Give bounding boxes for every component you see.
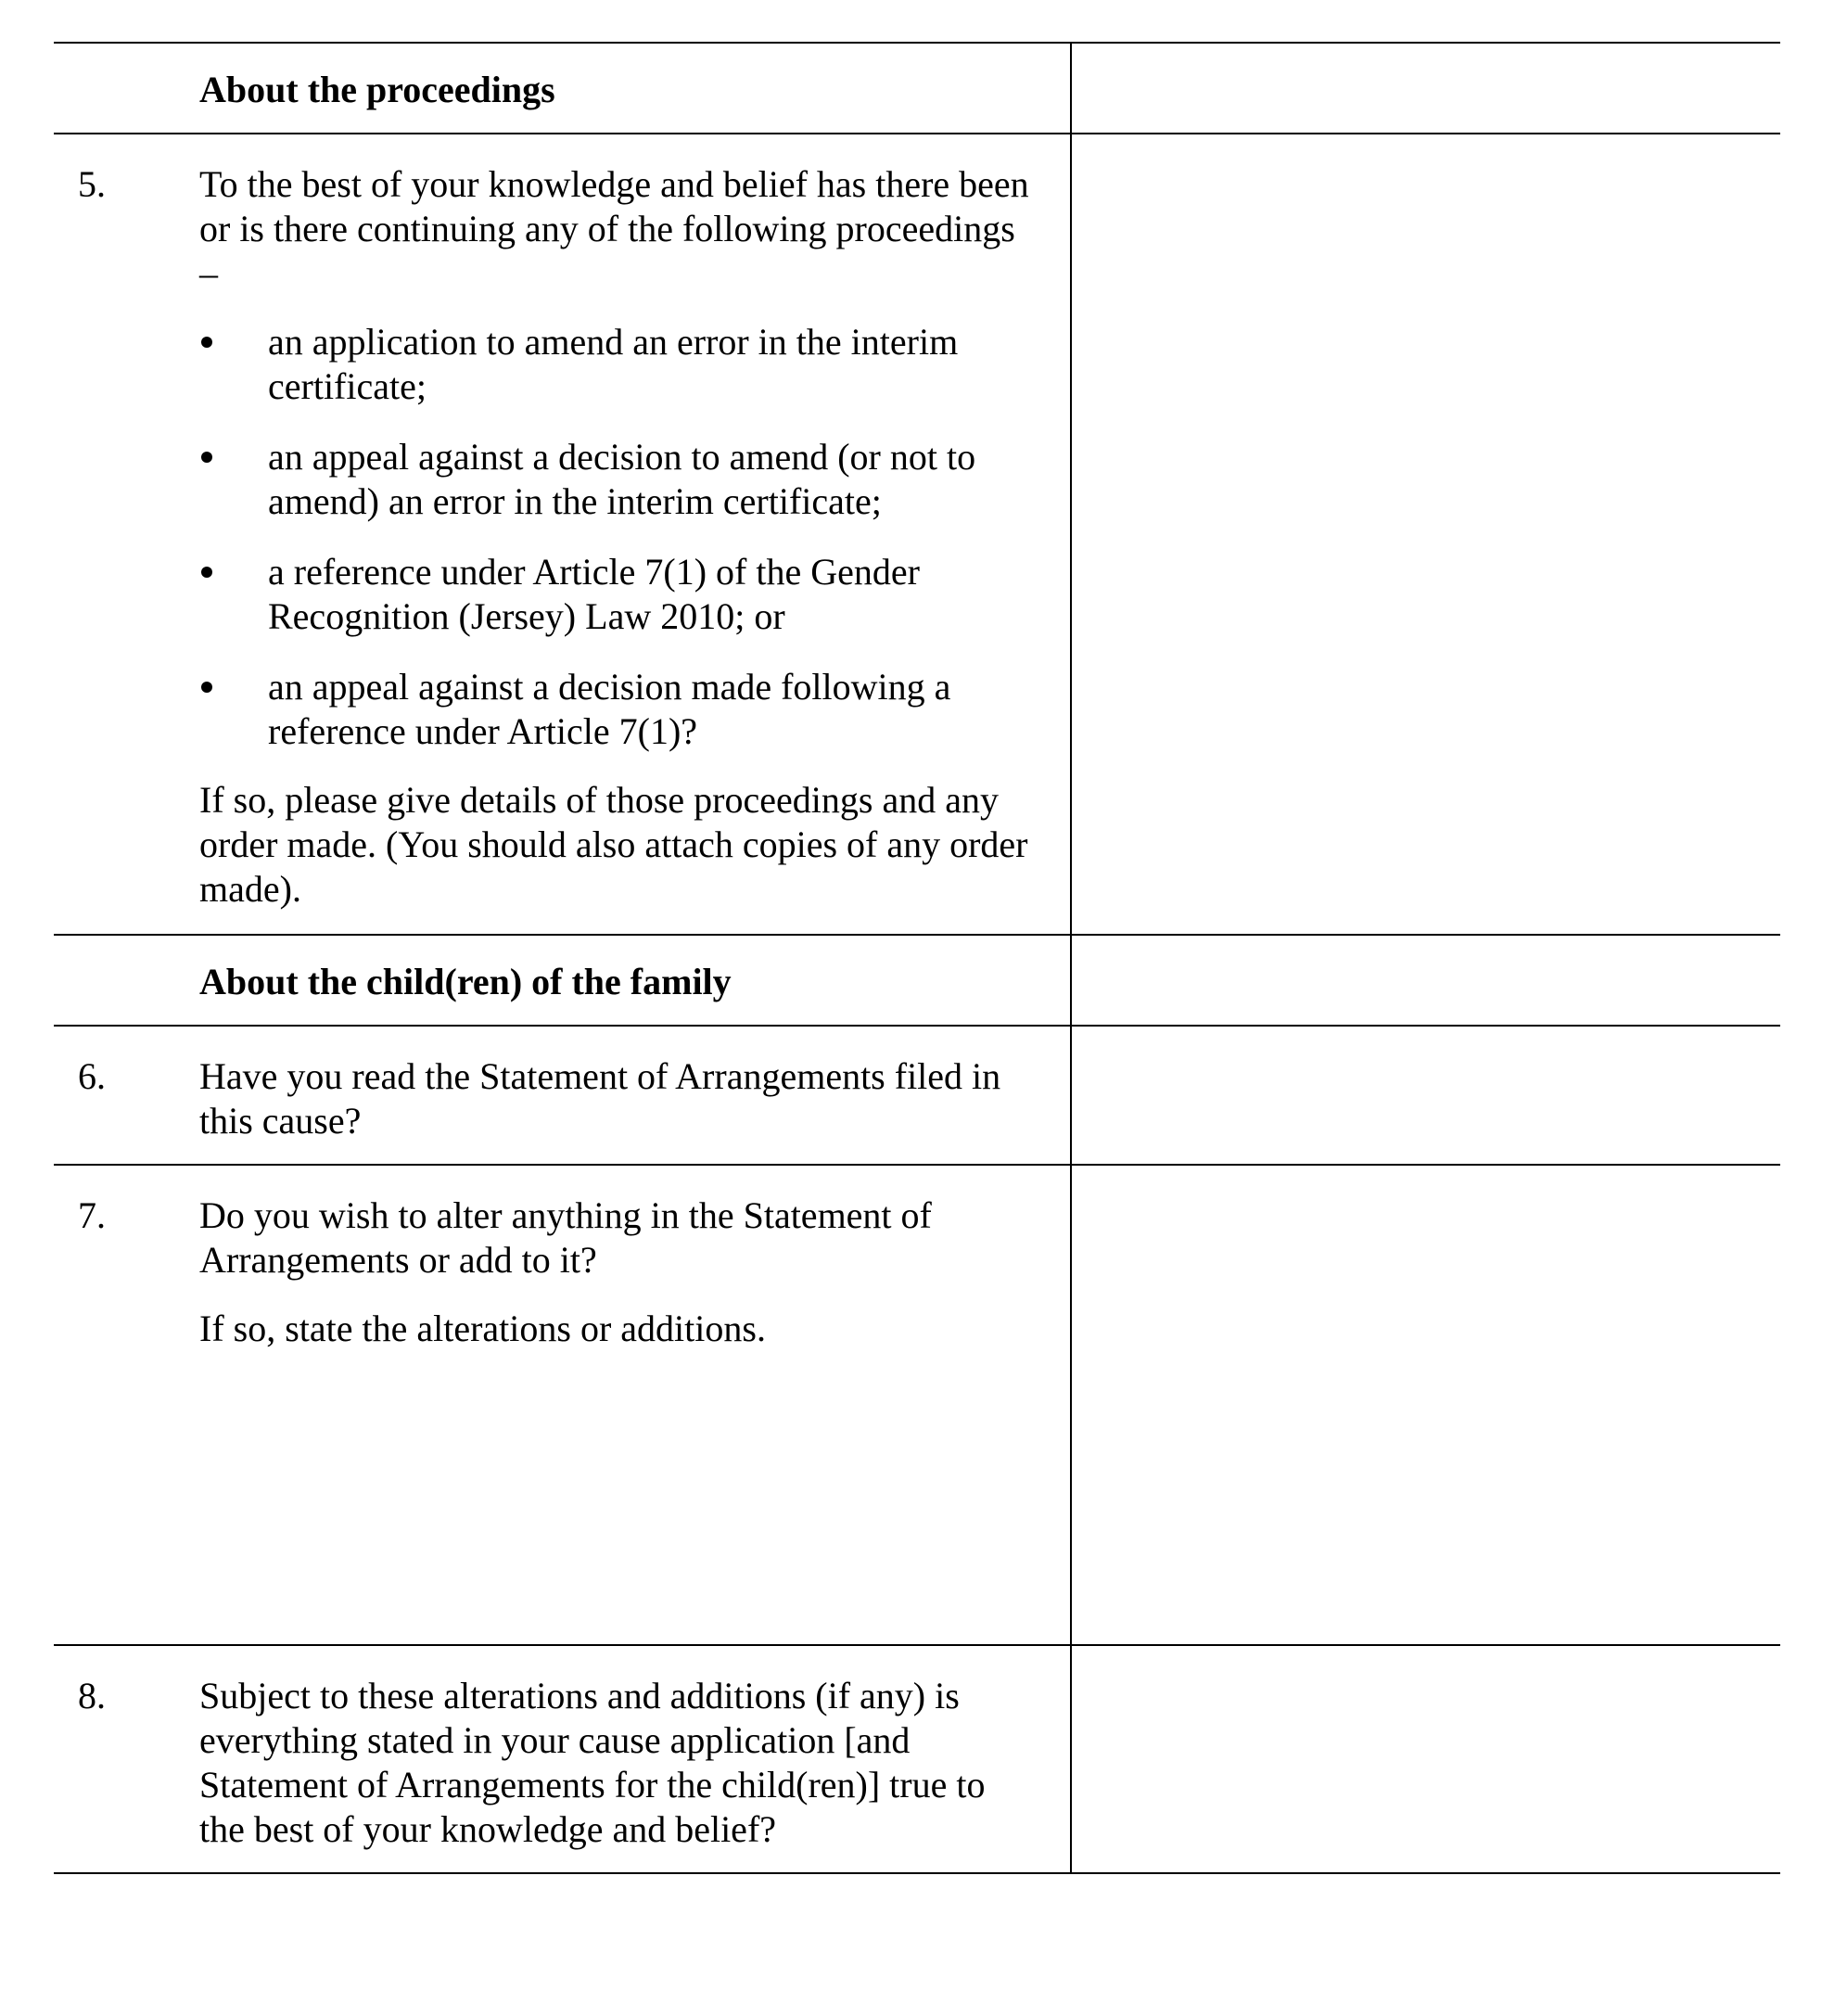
section-row-proceedings	[54, 43, 1780, 134]
list-item-text: an appeal against a decision to amend (or not to amend) an error in the interim certificate;	[268, 436, 976, 522]
bullet-icon	[201, 337, 212, 348]
question-text: Subject to these alterations and additions (if any) is everything stated in your cause application [and Statement of Arrangements for the child(ren)] true to the best of your knowledge and belief?	[199, 1675, 986, 1850]
bullet-icon	[201, 452, 212, 463]
answer-cell-8[interactable]	[1071, 1645, 1780, 1873]
question-cell-6	[54, 1027, 1070, 1164]
list-item	[199, 550, 1038, 639]
proceedings-list	[199, 320, 1038, 754]
form-table	[54, 42, 1780, 1874]
answer-cell-proceedings-heading	[1071, 43, 1780, 134]
question-text: Do you wish to alter anything in the Statement of Arrangements or add to it?	[199, 1194, 932, 1281]
question-text: To the best of your knowledge and belief has there been or is there continuing any of the following proceedings –	[199, 163, 1029, 294]
question-number: 5.	[78, 163, 106, 205]
question-row-5	[54, 134, 1780, 935]
question-number: 6.	[78, 1055, 106, 1097]
section-heading-children: About the child(ren) of the family	[199, 961, 732, 1002]
answer-cell-children-heading	[1071, 935, 1780, 1026]
question-text: Have you read the Statement of Arrangements filed in this cause?	[199, 1055, 1001, 1142]
list-item-text: an application to amend an error in the interim certificate;	[268, 321, 959, 407]
answer-cell-6[interactable]	[1071, 1026, 1780, 1165]
answer-cell-7[interactable]	[1071, 1165, 1780, 1645]
list-item-text: a reference under Article 7(1) of the Gender Recognition (Jersey) Law 2010; or	[268, 551, 920, 637]
answer-cell-5[interactable]	[1071, 134, 1780, 935]
question-followup: If so, state the alterations or additions.	[199, 1308, 766, 1349]
question-number: 7.	[78, 1194, 106, 1236]
section-row-children	[54, 935, 1780, 1026]
list-item	[199, 435, 1038, 524]
list-item	[199, 320, 1038, 409]
question-cell-7	[54, 1166, 1070, 1644]
question-followup: If so, please give details of those proceedings and any order made. (You should also attach copies of any order made).	[199, 779, 1028, 910]
list-item-text: an appeal against a decision made following a reference under Article 7(1)?	[268, 666, 951, 752]
question-row-8	[54, 1645, 1780, 1873]
question-number: 8.	[78, 1675, 106, 1716]
list-item	[199, 665, 1038, 754]
bullet-icon	[201, 682, 212, 693]
question-cell-8	[54, 1646, 1070, 1872]
bullet-icon	[201, 567, 212, 578]
section-heading-proceedings: About the proceedings	[199, 69, 555, 110]
question-row-6	[54, 1026, 1780, 1165]
question-cell-5	[54, 134, 1070, 934]
question-row-7	[54, 1165, 1780, 1645]
